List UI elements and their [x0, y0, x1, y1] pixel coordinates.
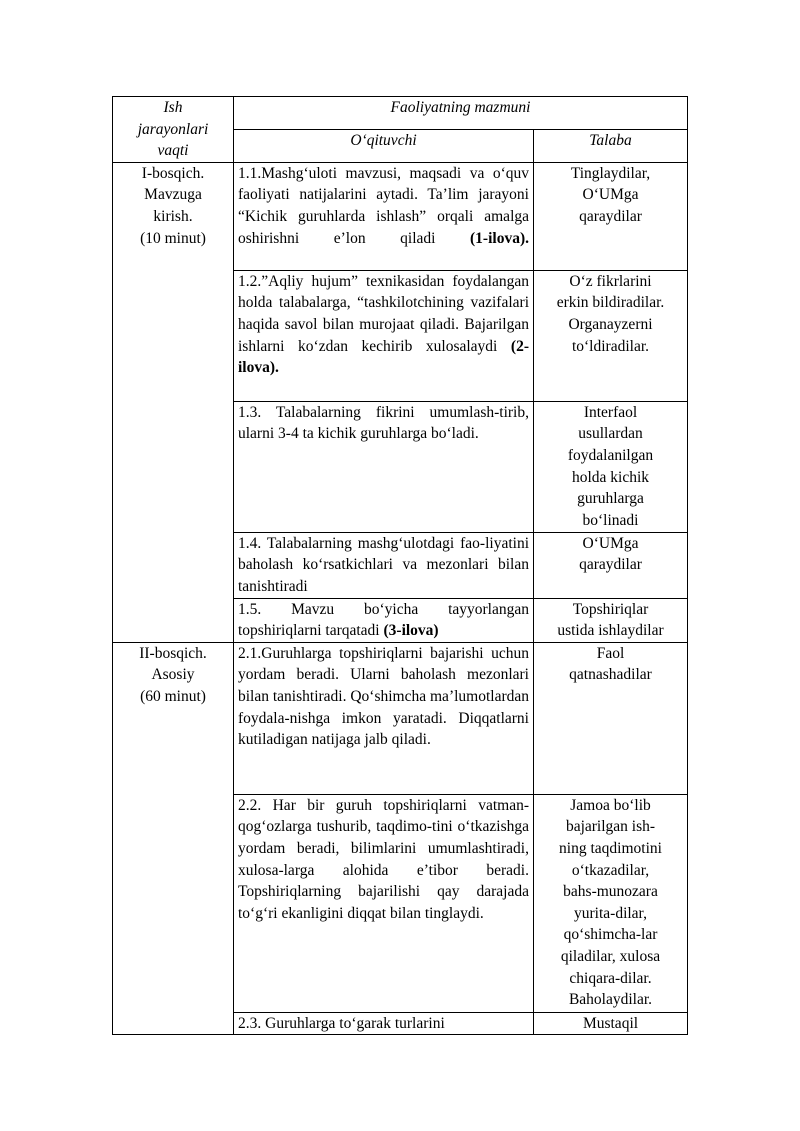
student-cell: Interfaol usullardan foydalanilgan holda kichik guruhlarga bo‘linadi: [534, 401, 688, 532]
teacher-cell: 1.4. Talabalarning mashg‘ulotdagi fao-liyatini baholash ko‘rsatkichlari va mezonlari bilan tanishtiradi: [234, 532, 534, 598]
teacher-cell: 1.5. Mavzu bo‘yicha tayyorlangan topshiriqlarni tarqatadi (3-ilova): [234, 598, 534, 642]
header-row-1: [113, 97, 688, 130]
header-student: Talaba: [534, 129, 688, 162]
student-cell: Topshiriqlar ustida ishlaydilar: [534, 598, 688, 642]
header-content: Faoliyatning mazmuni: [234, 97, 688, 130]
student-cell: Tinglaydilar, O‘UMga qaraydilar: [534, 162, 688, 270]
header-time: Ish jarayonlari vaqti: [113, 97, 234, 163]
header-teacher: O‘qituvchi: [234, 129, 534, 162]
stage-cell: II-bosqich. Asosiy (60 minut): [113, 642, 234, 1035]
activity-table: [112, 96, 688, 1035]
student-cell: O‘UMga qaraydilar: [534, 532, 688, 598]
table-row: [113, 162, 688, 270]
student-cell: O‘z fikrlarini erkin bildiradilar. Organayzerni to‘ldiradilar.: [534, 270, 688, 401]
student-cell: Faol qatnashadilar: [534, 642, 688, 794]
teacher-cell: 1.2.”Aqliy hujum” texnikasidan foydalangan holda talabalarga, “tashkilotchining vazifalari haqida savol bilan murojaat qiladi. Bajarilgan ishlarni ko‘zdan kechirib xulosalaydi (2-ilova).: [234, 270, 534, 401]
teacher-cell: 2.1.Guruhlarga topshiriqlarni bajarishi uchun yordam beradi. Ularni baholash mezonlari bilan tanishtiradi. Qo‘shimcha ma’lumotlardan foydala-nishga imkon yaratadi. Diqqatlarni kutiladigan natijaga jalb qiladi.: [234, 642, 534, 794]
student-cell: Mustaqil: [534, 1012, 688, 1035]
teacher-cell: 1.1.Mashg‘uloti mavzusi, maqsadi va o‘quv faoliyati natijalarini aytadi. Ta’lim jarayoni “Kichik guruhlarda ishlash” orqali amalga oshirishni e’lon qiladi (1-ilova).: [234, 162, 534, 270]
table-row: [113, 642, 688, 794]
stage-cell: I-bosqich. Mavzuga kirish. (10 minut): [113, 162, 234, 642]
teacher-cell: 2.2. Har bir guruh topshiriqlarni vatman-qog‘ozlarga tushurib, taqdimo-tini o‘tkazishga yordam beradi, bilimlarini umumlashtiradi, xulosa-larga alohida e’tibor beradi. Topshiriqlarning bajarilishi qay darajada to‘g‘ri ekanligini diqqat bilan tinglaydi.: [234, 794, 534, 1012]
teacher-cell: 2.3. Guruhlarga to‘garak turlarini: [234, 1012, 534, 1035]
student-cell: Jamoa bo‘lib bajarilgan ish- ning taqdimotini o‘tkazadilar, bahs-munozara yurita-dilar, qo‘shimcha-lar qiladilar, xulosa chiqara-dilar. Baholaydilar.: [534, 794, 688, 1012]
teacher-cell: 1.3. Talabalarning fikrini umumlash-tirib, ularni 3-4 ta kichik guruhlarga bo‘ladi.: [234, 401, 534, 532]
